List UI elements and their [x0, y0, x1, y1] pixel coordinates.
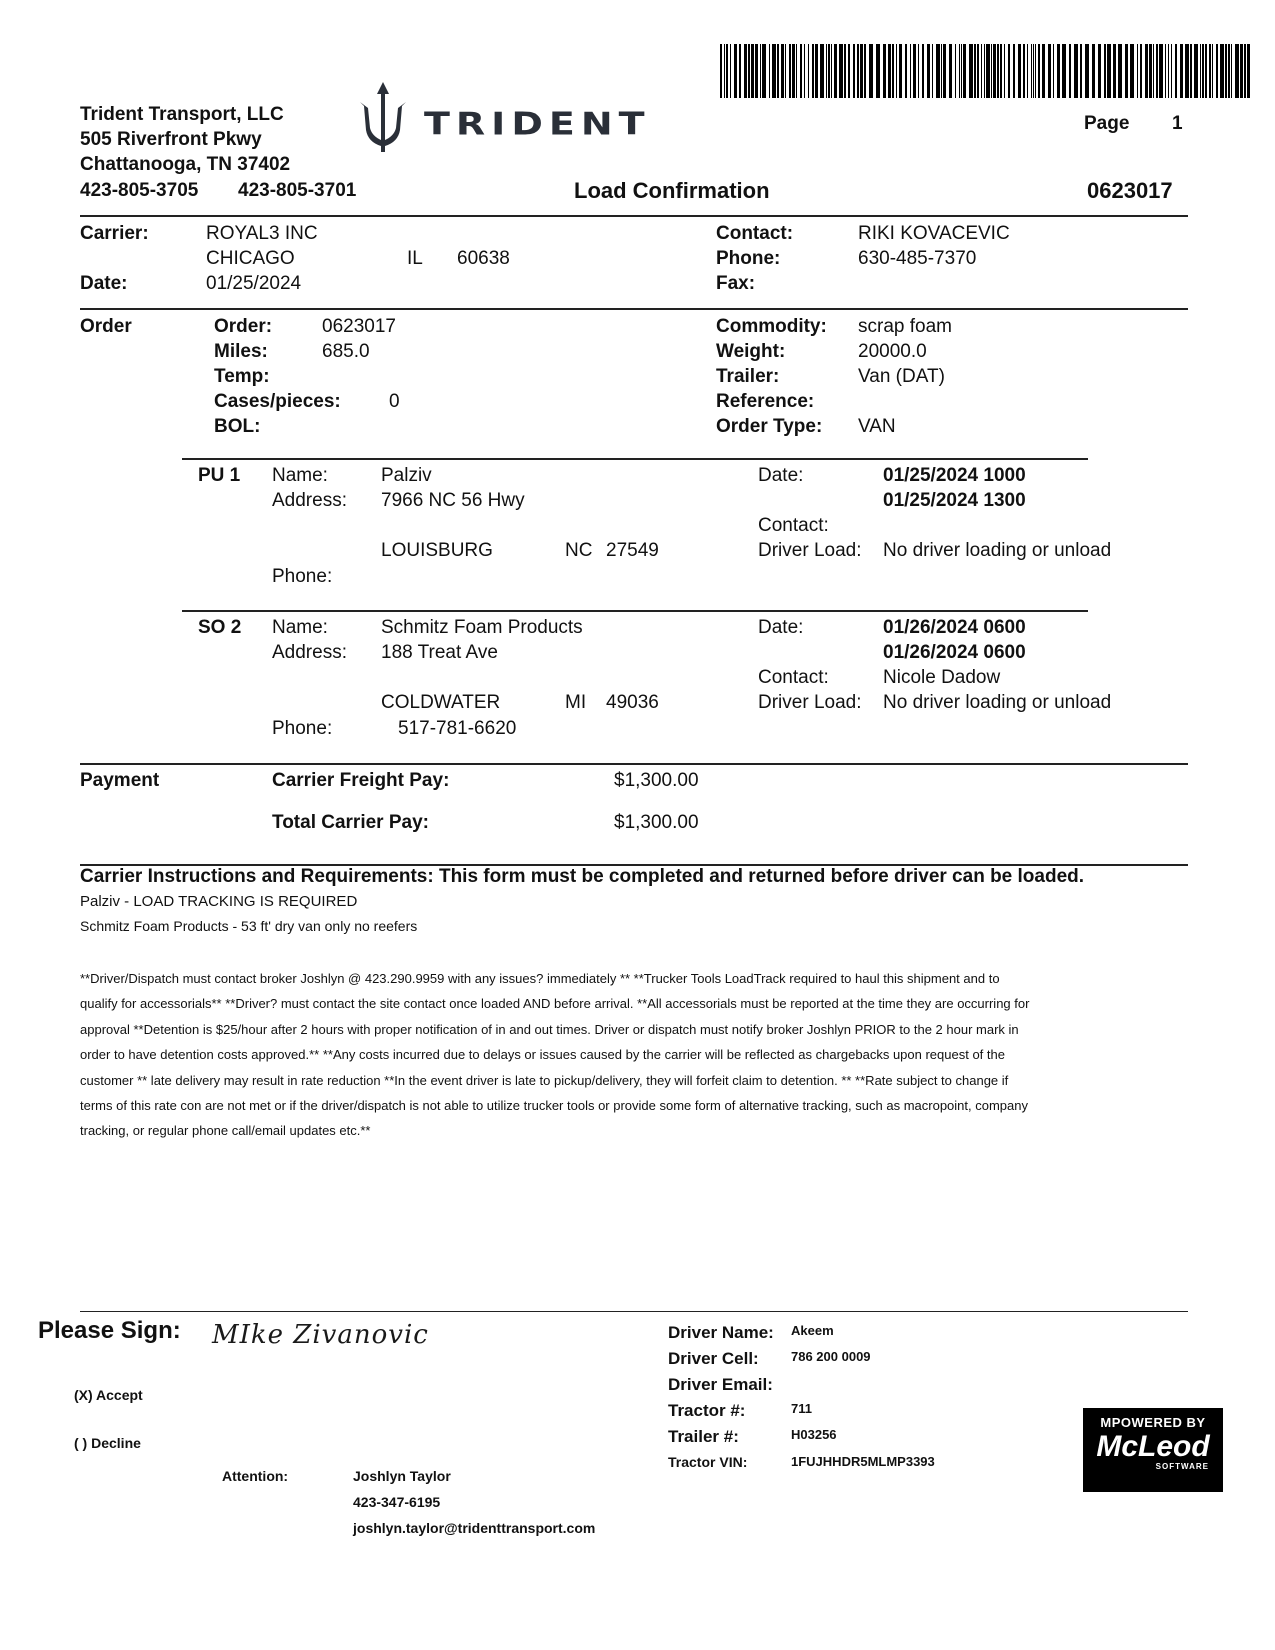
stop-name-label: Name: — [272, 617, 328, 638]
stop-name: Schmitz Foam Products — [381, 617, 583, 638]
stop-name: Palziv — [381, 465, 432, 486]
trident-wordmark: TRIDENT — [424, 106, 651, 143]
attention-label: Attention: — [222, 1468, 289, 1484]
stop-date-label: Date: — [758, 465, 804, 486]
stop-state: MI — [565, 692, 587, 713]
company-address-line2: Chattanooga, TN 37402 — [80, 154, 291, 175]
stop-city: COLDWATER — [381, 692, 501, 713]
stop-city: LOUISBURG — [381, 540, 493, 561]
page-label: Page — [1084, 113, 1130, 134]
company-phone-1: 423-805-3705 — [80, 180, 199, 201]
stop-date-label: Date: — [758, 617, 804, 638]
instruction-line: Palziv - LOAD TRACKING IS REQUIRED — [80, 893, 358, 910]
stop-contact-label: Contact: — [758, 667, 829, 688]
tractor-number: 711 — [791, 1401, 812, 1416]
attention-email[interactable]: joshlyn.taylor@tridenttransport.com — [353, 1520, 596, 1536]
divider — [80, 763, 1188, 765]
stop-zip: 49036 — [606, 692, 659, 713]
freight-pay-value: $1,300.00 — [614, 770, 699, 791]
stop-address: 7966 NC 56 Hwy — [381, 490, 525, 511]
driver-cell-label: Driver Cell: — [668, 1349, 759, 1368]
instructions-paragraph: **Driver/Dispatch must contact broker Joshlyn @ 423.290.9959 with any issues? immediately ** **Trucker Tools LoadTrack required to haul this shipment and to qualify for accessorials** **Driver? must contact the site contact once loaded AND before arrival. **All accessorials must be reported at the time they are occurring for approval **Detention is $25/hour after 2 hours with proper notification of in and out times. Driver or dispatch must notify broker Joshlyn PRIOR to the 2 hour mark in order to have detention costs approved.** **Any costs incurred due to delays or issues caused by the carrier will be reflected as chargebacks upon request of the customer ** late delivery may result in rate reduction **In the event driver is late to pickup/delivery, they will forfeit claim to detention. ** **Rate subject to change if terms of this rate con are not met or if the driver/dispatch is not able to utilize trucker tools or provide some form of alternative tracking, such as macropoint, company tracking, or regular phone call/email updates etc.** — [80, 971, 1030, 1139]
total-pay-value: $1,300.00 — [614, 812, 699, 833]
stop-driver-load: No driver loading or unload — [883, 540, 1112, 561]
page-number: 1 — [1172, 113, 1183, 134]
tractor-label: Tractor #: — [668, 1401, 746, 1420]
stop-state: NC — [565, 540, 593, 561]
attention-phone: 423-347-6195 — [353, 1494, 441, 1510]
driver-name-label: Driver Name: — [668, 1323, 774, 1342]
stop-zip: 27549 — [606, 540, 659, 561]
trident-logo-icon — [354, 80, 412, 156]
divider — [80, 215, 1188, 217]
miles-label: Miles: — [214, 341, 268, 362]
document-title: Load Confirmation — [574, 178, 770, 203]
order-section-label: Order — [80, 316, 132, 337]
bol-label: BOL: — [214, 416, 261, 437]
carrier-zip: 60638 — [457, 248, 510, 269]
order-number-header: 0623017 — [1087, 178, 1173, 203]
order-value: 0623017 — [322, 316, 396, 337]
please-sign-label: Please Sign: — [38, 1317, 181, 1344]
attention-name: Joshlyn Taylor — [353, 1468, 451, 1484]
order-type-value: VAN — [858, 416, 896, 437]
badge-line3: SOFTWARE — [1155, 1462, 1209, 1471]
signature[interactable]: MIke Zivanovic — [212, 1320, 429, 1350]
trailer-number: H03256 — [791, 1427, 837, 1442]
stop-driver-load-label: Driver Load: — [758, 540, 862, 561]
stop-address: 188 Treat Ave — [381, 642, 498, 663]
fax-label: Fax: — [716, 273, 756, 294]
barcode — [720, 44, 1250, 98]
stop-tag: SO 2 — [198, 617, 242, 638]
freight-pay-label: Carrier Freight Pay: — [272, 770, 450, 791]
stop-date-start: 01/26/2024 0600 — [883, 617, 1026, 638]
trailer-number-label: Trailer #: — [668, 1427, 739, 1446]
carrier-state: IL — [407, 248, 423, 269]
driver-email-label: Driver Email: — [668, 1375, 773, 1394]
driver-name: Akeem — [791, 1323, 834, 1338]
contact-label: Contact: — [716, 223, 794, 244]
order-label: Order: — [214, 316, 273, 337]
phone-label: Phone: — [716, 248, 781, 269]
reference-label: Reference: — [716, 391, 815, 412]
stop-name-label: Name: — [272, 465, 328, 486]
stop-contact-label: Contact: — [758, 515, 829, 536]
company-name: Trident Transport, LLC — [80, 104, 284, 125]
stop-address-label: Address: — [272, 642, 347, 663]
mcleod-badge — [1083, 1408, 1223, 1492]
carrier-name: ROYAL3 INC — [206, 223, 318, 244]
carrier-date: 01/25/2024 — [206, 273, 302, 294]
stop-phone-label: Phone: — [272, 718, 333, 739]
driver-cell: 786 200 0009 — [791, 1349, 871, 1364]
date-label: Date: — [80, 273, 128, 294]
instruction-line: Schmitz Foam Products - 53 ft' dry van only no reefers — [80, 918, 418, 934]
tractor-vin: 1FUJHHDR5MLMP3393 — [791, 1454, 935, 1469]
trailer-label: Trailer: — [716, 366, 780, 387]
divider — [80, 1311, 1188, 1312]
divider — [182, 458, 1088, 460]
carrier-city: CHICAGO — [206, 248, 295, 269]
company-address-line1: 505 Riverfront Pkwy — [80, 129, 262, 150]
stop-driver-load-label: Driver Load: — [758, 692, 862, 713]
stop-address-label: Address: — [272, 490, 347, 511]
instructions-heading: Carrier Instructions and Requirements: This form must be completed and returned before driver can be loaded. — [80, 866, 1085, 887]
commodity-value: scrap foam — [858, 316, 952, 337]
weight-value: 20000.0 — [858, 341, 927, 362]
company-phone-2: 423-805-3701 — [238, 180, 357, 201]
accept-option[interactable]: (X) Accept — [74, 1387, 143, 1403]
badge-line2: McLeod — [1096, 1430, 1210, 1463]
cases-value: 0 — [389, 391, 400, 412]
stop-driver-load: No driver loading or unload — [883, 692, 1112, 713]
total-pay-label: Total Carrier Pay: — [272, 812, 429, 833]
stop-date-end: 01/25/2024 1300 — [883, 490, 1026, 511]
stop-date-end: 01/26/2024 0600 — [883, 642, 1026, 663]
badge-line1: MPOWERED BY — [1100, 1415, 1206, 1430]
temp-label: Temp: — [214, 366, 270, 387]
order-type-label: Order Type: — [716, 416, 823, 437]
tractor-vin-label: Tractor VIN: — [668, 1454, 748, 1470]
carrier-label: Carrier: — [80, 223, 149, 244]
stop-tag: PU 1 — [198, 465, 241, 486]
decline-option[interactable]: ( ) Decline — [74, 1435, 141, 1451]
weight-label: Weight: — [716, 341, 786, 362]
divider — [182, 610, 1088, 612]
carrier-phone: 630-485-7370 — [858, 248, 977, 269]
divider — [80, 308, 1188, 310]
stop-phone-label: Phone: — [272, 566, 333, 587]
carrier-contact: RIKI KOVACEVIC — [858, 223, 1010, 244]
cases-label: Cases/pieces: — [214, 391, 341, 412]
stop-date-start: 01/25/2024 1000 — [883, 465, 1026, 486]
commodity-label: Commodity: — [716, 316, 827, 337]
payment-section-label: Payment — [80, 770, 160, 791]
miles-value: 685.0 — [322, 341, 370, 362]
stop-contact: Nicole Dadow — [883, 667, 1001, 688]
trailer-value: Van (DAT) — [858, 366, 945, 387]
stop-phone: 517-781-6620 — [398, 718, 517, 739]
